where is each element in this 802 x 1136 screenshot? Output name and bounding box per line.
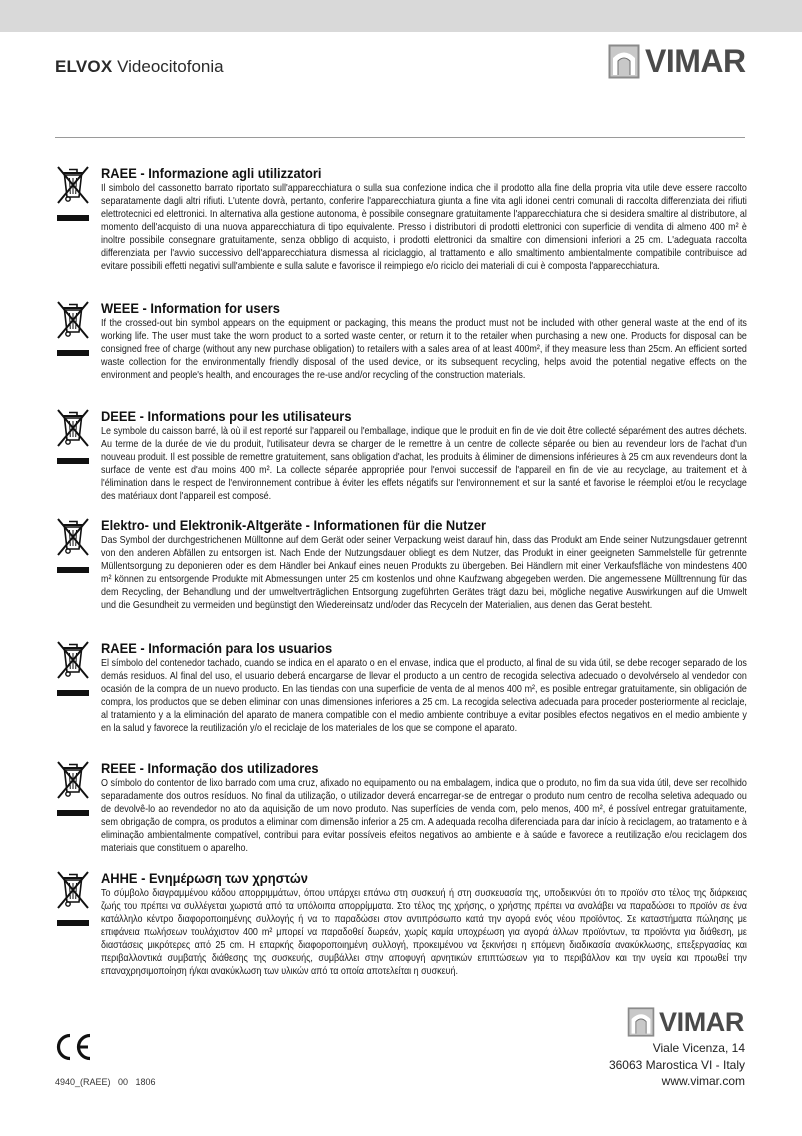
brand-elvox: ELVOX	[55, 57, 113, 76]
section-body: El símbolo del contenedor tachado, cuando se indica en el aparato o en el envase, indica que el producto, al final de su vida útil, se debe recoger separado de los demás residuos. Al final del uso, el usuario deberá encargarse de llevar el producto a un centro de recogida selectiva adecuado o devolvérselo al vendedor con ocasión de la compra de un nuevo producto. En las tiendas con una superficie de venta de al menos 400 m², es posible entregar gratuitamente, sin obligación de compra, los productos que se deben eliminar con unas dimensiones inferiores a 25 cm. La recogida selectiva adecuada para proceder posteriormente al reciclaje, al tratamiento y a la eliminación del aparato de manera compatible con el medio ambiente contribuye a evitar posibles efectos negativos en el medio ambiente y en la salud y favorece la reutilización y/o el reciclaje de los materiales de los que se compone el aparato.	[101, 657, 747, 734]
crossed-bin-icon	[54, 299, 92, 341]
separate-collection-bar	[57, 458, 89, 464]
section-title: REEE - Informação dos utilizadores	[101, 760, 319, 776]
top-band	[0, 0, 802, 32]
vimar-logo-text: VIMAR	[659, 1007, 744, 1037]
crossed-bin-icon	[54, 407, 92, 449]
section-body: Le symbole du caisson barré, là où il est reporté sur l'appareil ou l'emballage, indique que le produit en fin de vie doit être collecté séparément des autres déchets. Au terme de la durée de vie du produit, l'utilisateur devra se charger de le remettre à un centre de collecte séparée ou bien au revendeur lors de l'achat d'un nouveau produit. Il est possible de remettre gratuitement, sans obligation d'achat, les produits à éliminer de dimensions inférieures à 25 cm aux revendeurs dont la surface de vente est d'au moins 400 m². La collecte séparée appropriée pour l'envoi successif de l'appareil en fin de vie au recyclage, au traitement et à l'élimination dans le respect de l'environnement contribue à éviter les effets négatifs sur l'environnement et sur la santé et favorise le réemploi et/ou le recyclage des matériaux dont l'appareil est composé.	[101, 425, 747, 502]
address-street: Viale Vicenza, 14	[652, 1041, 745, 1055]
separate-collection-bar	[57, 690, 89, 696]
section-title: ΑΗΗΕ - Ενημέρωση των χρηστών	[101, 870, 308, 886]
separate-collection-bar	[57, 567, 89, 573]
section-body: Το σύμβολο διαγραμμένου κάδου απορριμμάτων, όπου υπάρχει επάνω στη συσκευή ή στη συσκευασία της, υποδεικνύει ότι το προϊόν στο τέλος της διάρκειας ζωής του πρέπει να συλλέγεται χωριστά από τα υπόλοιπα απορρίμματα. Στο τέλος της χρήσης, ο χρήστης πρέπει να αναλάβει να παραδώσει το προϊόν σε ένα κατάλληλο κέντρο διαφοροποιημένης συλλογής ή να το παραδώσει στον αντιπρόσωπο κατά την αγορά ενός νέου προϊόντος. Σε καταστήματα πώλησης με επιφάνεια πωλήσεων τουλάχιστον 400 m² μπορεί να παραδοθεί δωρεάν, χωρίς καμία υποχρέωση για αγορά άλλων προϊόντων, τα προϊόντα για διάθεση, με διαστάσεις μικρότερες από 25 cm. Η επαρκής διαφοροποιημένη συλλογή, προκειμένου να ξεκινήσει η επόμενη διαδικασία ανακύκλωσης, επεξεργασίας και περιβαλλοντικά συμβατής διάθεσης της συσκευής, συμβάλλει στην αποφυγή αρνητικών επιπτώσεων για το περιβάλλον και την υγεία και προωθεί την επαναχρησιμοποίηση ή/και ανακύκλωση των υλικών από τα οποία αποτελείται η συσκευή.	[101, 887, 747, 977]
section-body: Il simbolo del cassonetto barrato riportato sull'apparecchiatura o sulla sua confezione indica che il prodotto alla fine della propria vita utile deve essere raccolto separatamente dagli altri rifiuti. L'utente dovrà, pertanto, conferire l'apparecchiatura giunta a fine vita agli idonei centri comunali di raccolta differenziata dei rifiuti elettrotecnici ed elettronici. In alternativa alla gestione autonoma, è possibile consegnare gratuitamente l'apparecchiatura che si desidera smaltire al distributore, al momento dell'acquisto di una nuova apparecchiatura di tipo equivalente. Presso i distributori di prodotti elettronici con superficie di vendita di almeno 400 m² è inoltre possibile consegnare gratuitamente, senza obbligo di acquisto, i prodotti elettronici da smaltire con dimensioni inferiori a 25 cm. L'adeguata raccolta differenziata per l'avvio successivo dell'apparecchiatura dismessa al riciclaggio, al trattamento e allo smaltimento ambientalmente compatibile contribuisce ad evitare possibili effetti negativi sull'ambiente e sulla salute e favorisce il reimpiego e/o riciclo dei materiali di cui è composta l'apparecchiatura.	[101, 182, 747, 272]
crossed-bin-icon	[54, 759, 92, 801]
section-title: WEEE - Information for users	[101, 300, 280, 316]
section-body: Das Symbol der durchgestrichenen Mülltonne auf dem Gerät oder seiner Verpackung weist darauf hin, dass das Produkt am Ende seiner Nutzungsdauer getrennt von den anderen Abfällen zu entsorgen ist. Nach Ende der Nutzungsdauer obliegt es dem Nutzer, das Produkt in einer geeigneten Sammelstelle für getrennte Müllentsorgung zu deponieren oder es dem Händler bei Ankauf eines neuen Produkts zu übergeben. Bei Händlern mit einer Verkaufsfläche von mindestens 400 m² können zu entsorgende Produkte mit Abmessungen unter 25 cm kostenlos und ohne Kaufzwang abgegeben werden. Die angemessene Mülltrennung für das dem Recycling, der Behandlung und der umweltverträglichen Entsorgung zugeführten Gerätes trägt dazu bei, mögliche negative Auswirkungen auf die Umwelt und die Gesundheit zu vermeiden und begünstigt den Wiedereinsatz und/oder das Recyceln der Materialien, aus denen das Gerat besteht.	[101, 534, 747, 611]
brand-subtitle: Videocitofonia	[117, 57, 224, 76]
separate-collection-bar	[57, 215, 89, 221]
crossed-bin-icon	[54, 639, 92, 681]
vimar-logo-footer	[627, 1007, 744, 1037]
crossed-bin-icon	[54, 516, 92, 558]
section-title: RAEE - Informazione agli utilizzatori	[101, 165, 322, 181]
address-city: 36063 Marostica VI - Italy	[608, 1057, 745, 1072]
document-code: 4940_(RAEE) 00 1806	[55, 1077, 156, 1087]
brand-title	[55, 55, 224, 79]
crossed-bin-icon	[54, 164, 92, 206]
header-divider	[55, 137, 745, 138]
section-title: Elektro- und Elektronik-Altgeräte - Informationen für die Nutzer	[101, 517, 487, 533]
vimar-emblem-icon	[608, 44, 640, 79]
company-address	[609, 1040, 745, 1090]
ce-mark-icon	[54, 1032, 94, 1062]
separate-collection-bar	[57, 810, 89, 816]
vimar-logo-text: VIMAR	[645, 43, 746, 79]
separate-collection-bar	[57, 920, 89, 926]
section-title: RAEE - Información para los usuarios	[101, 640, 333, 656]
website-link[interactable]: www.vimar.com	[661, 1074, 745, 1088]
vimar-logo	[608, 44, 746, 79]
crossed-bin-icon	[54, 869, 92, 911]
vimar-emblem-icon	[627, 1007, 655, 1037]
section-title: DEEE - Informations pour les utilisateurs	[101, 408, 352, 424]
section-body: O símbolo do contentor de lixo barrado com uma cruz, afixado no equipamento ou na embalagem, indica que o produto, no fim da sua vida útil, deve ser recolhido separadamente dos outros resíduos. No final da utilização, o utilizador deverá encarregar-se de entregar o produto num centro de recolha seletiva adequado ou de devolvê-lo ao revendedor no ato da aquisição de um novo produto. Nas superfícies de venda com, pelo menos, 400 m², é possível entregar gratuitamente, sem obrigação de compra, os produtos a eliminar com dimensão inferior a 25 cm. A adequada recolha diferenciada para dar início à reciclagem, ao tratamento e à eliminação ambientalmente compatível, contribui para evitar possíveis efeitos negativos ao ambiente e à saúde e favorece a reutilização e/ou reciclagem dos materiais que constituem o aparelho.	[101, 777, 747, 854]
separate-collection-bar	[57, 350, 89, 356]
section-body: If the crossed-out bin symbol appears on the equipment or packaging, this means the product must not be included with other general waste at the end of its working life. The user must take the worn product to a sorted waste center, or return it to the retailer when purchasing a new one. Products for disposal can be consigned free of charge (without any new purchase obligation) to retailers with a sales area of at least 400m², if they measure less than 25cm. An efficient sorted waste collection for the environmentally friendly disposal of the used device, or its subsequent recycling, helps avoid the potential negative effects on the environment and people's health, and encourages the re-use and/or recycling of the construction materials.	[101, 317, 747, 381]
